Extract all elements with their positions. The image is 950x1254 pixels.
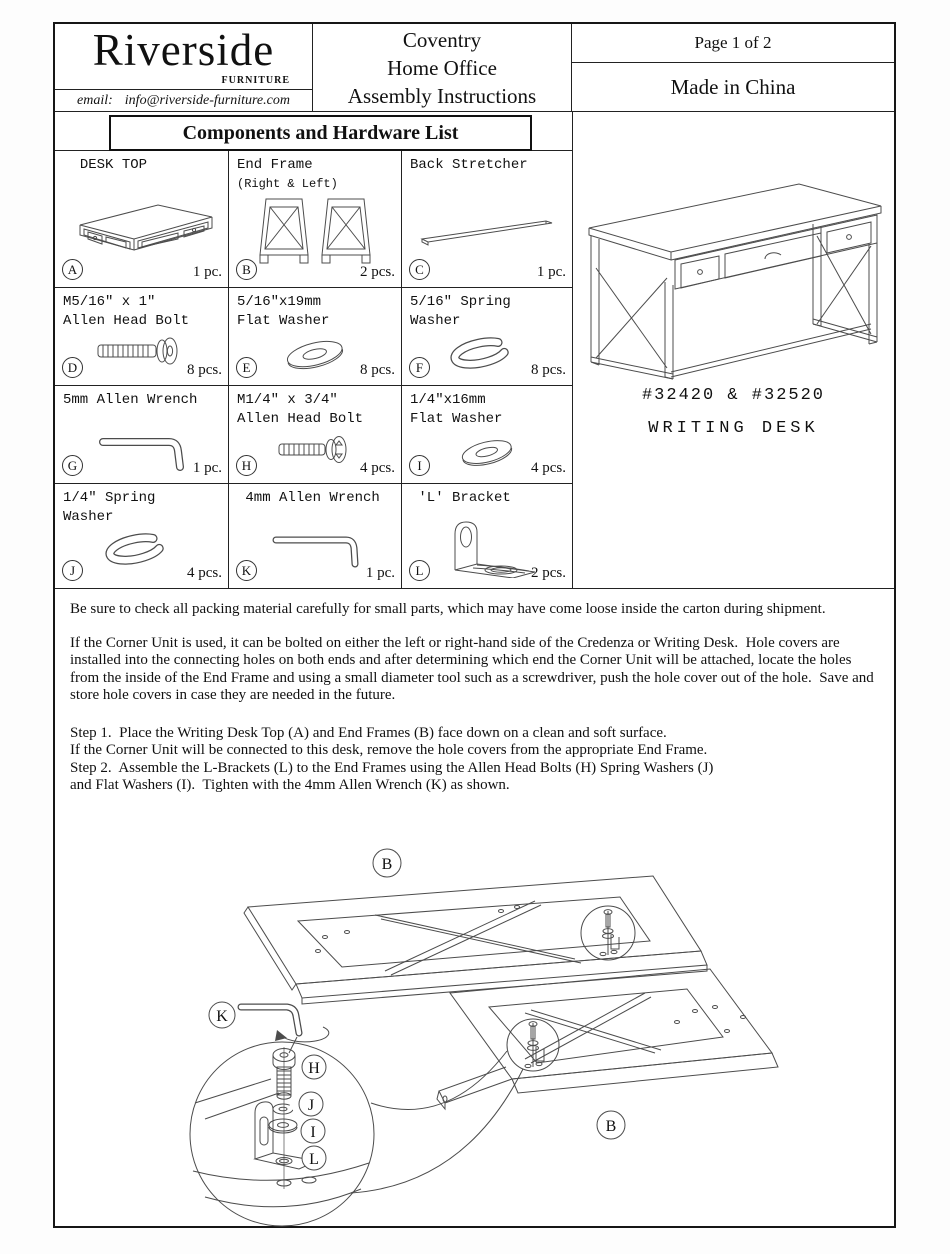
corner-unit-note: If the Corner Unit is used, it can be bolted on either the left or right-hand side of the Credenza or Writing Desk. Hole covers are installed into the connecting holes on both ends and after determining which end the Corner Unit will be attached, locate the holes from the inside of the End Frame and using a small diameter tool such as a screwdriver, push the hole cover out of the hole. Save and store hole covers in case they are needed in the future. — [70, 634, 878, 703]
document-title-cell — [313, 24, 572, 111]
component-cell-e — [229, 288, 402, 386]
part-name-2: Allen Head Bolt — [63, 313, 190, 329]
part-letter-badge: C — [409, 259, 430, 280]
brand-cell — [55, 24, 313, 111]
spring-washer-drawing — [97, 528, 187, 570]
title-line-2: Home Office — [387, 56, 497, 80]
part-name: 1/4″x16mm — [410, 392, 486, 408]
part-letter-badge: G — [62, 455, 83, 476]
desk-top-drawing — [66, 197, 218, 263]
part-name-2: Washer — [410, 313, 461, 329]
instructions-body — [55, 589, 894, 1228]
component-cell-j — [55, 484, 229, 588]
title-line-1: Coventry — [402, 28, 482, 52]
assembly-diagram — [55, 841, 896, 1227]
step-2-line-1: Step 2. Assemble the L-Brackets (L) to the End Frames using the Allen Head Bolts (H) Spring Washers (J) — [70, 759, 714, 776]
part-quantity: 1 pc. — [192, 264, 222, 280]
part-letter-badge: H — [236, 455, 257, 476]
part-name: Back Stretcher — [410, 157, 528, 173]
components-section — [55, 112, 894, 589]
part-letter-badge: I — [409, 455, 430, 476]
part-name-2: Flat Washer — [237, 313, 330, 329]
component-cell-l — [402, 484, 572, 588]
brand-name: Riverside — [92, 25, 275, 75]
part-name: 5/16″x19mm — [237, 294, 322, 310]
title-line-3: Assembly Instructions — [347, 84, 537, 108]
origin-label: Made in China — [670, 74, 796, 99]
part-quantity: 1 pc. — [365, 565, 395, 581]
end-frame-top-drawing — [244, 876, 707, 1004]
part-quantity: 8 pcs. — [187, 362, 222, 378]
brand-box — [55, 24, 312, 89]
instruction-sheet — [53, 22, 896, 1228]
step-1-line-1: Step 1. Place the Writing Desk Top (A) and End Frames (B) face down on a clean and soft surface. — [70, 724, 667, 741]
step-1-line-2: If the Corner Unit will be connected to this desk, remove the hole covers from the appropriate End Frame. — [70, 742, 708, 758]
part-letter-badge: L — [409, 560, 430, 581]
product-panel — [573, 112, 894, 588]
part-quantity: 4 pcs. — [531, 460, 566, 476]
page-number: Page 1 of 2 — [572, 24, 894, 63]
end-frames-drawing — [252, 195, 378, 267]
part-letter-badge: E — [236, 357, 257, 378]
allen-head-bolt-drawing — [259, 430, 371, 470]
components-title: Components and Hardware List — [109, 115, 532, 151]
part-name: 5mm Allen Wrench — [63, 392, 198, 408]
part-name: M5/16″ x 1″ — [63, 294, 156, 310]
part-quantity: 8 pcs. — [531, 362, 566, 378]
label-l-text: L — [309, 1151, 319, 1168]
part-quantity: 4 pcs. — [187, 565, 222, 581]
part-name: 'L' Bracket — [418, 490, 511, 506]
part-quantity: 1 pc. — [536, 264, 566, 280]
label-b-bottom-text: B — [605, 1118, 617, 1135]
component-cell-k — [229, 484, 402, 588]
component-cell-h — [229, 386, 402, 484]
email-address: info@riverside-furniture.com — [124, 92, 290, 108]
component-cell-b — [229, 151, 402, 288]
part-letter-badge: F — [409, 357, 430, 378]
part-quantity: 4 pcs. — [360, 460, 395, 476]
flat-washer-drawing — [445, 434, 529, 472]
part-name: 4mm Allen Wrench — [245, 490, 380, 506]
component-cell-g — [55, 386, 229, 484]
part-quantity: 1 pc. — [192, 460, 222, 476]
components-grid — [55, 150, 572, 588]
part-name: 5/16″ Spring — [410, 294, 511, 310]
packing-note: Be sure to check all packing material carefully for small parts, which may have come loose inside the carton during shipment. — [70, 601, 826, 617]
writing-desk-drawing — [581, 172, 889, 384]
part-letter-badge: K — [236, 560, 257, 581]
label-k-text: K — [216, 1008, 228, 1025]
label-i-text: I — [310, 1124, 316, 1141]
email-label: email: — [77, 92, 113, 108]
end-frame-bottom-drawing — [437, 969, 778, 1109]
part-name: 1/4″ Spring — [63, 490, 156, 506]
component-cell-a — [55, 151, 229, 288]
flat-washer-drawing — [270, 334, 360, 376]
component-cell-f — [402, 288, 572, 386]
brand-subtitle: FURNITURE — [221, 75, 290, 86]
part-name: DESK TOP — [79, 157, 148, 173]
label-h-text: H — [308, 1060, 320, 1077]
step-2-line-2: and Flat Washers (I). Tighten with the 4mm Allen Wrench (K) as shown. — [70, 777, 510, 793]
label-b-top-text: B — [381, 856, 393, 873]
header-right-cell — [572, 24, 894, 111]
steps-block — [70, 725, 880, 795]
label-j-text: J — [307, 1097, 315, 1114]
part-quantity: 2 pcs. — [531, 565, 566, 581]
part-name-2: Allen Head Bolt — [237, 411, 364, 427]
part-letter-badge: A — [62, 259, 83, 280]
component-cell-d — [55, 288, 229, 386]
components-list — [55, 112, 573, 588]
leader-curve-2 — [351, 1069, 523, 1193]
detail-circle-top — [581, 906, 635, 960]
header — [55, 24, 894, 112]
product-name: WRITING DESK — [648, 419, 819, 438]
model-numbers: #32420 & #32520 — [641, 386, 826, 405]
part-name-2: (Right & Left) — [237, 177, 338, 191]
part-name: End Frame — [237, 157, 313, 173]
l-bracket-drawing — [429, 512, 545, 578]
spring-washer-drawing — [442, 332, 532, 374]
part-letter-badge: B — [236, 259, 257, 280]
component-cell-c — [402, 151, 572, 288]
allen-wrench-drawing — [260, 524, 370, 576]
part-name: M1/4″ x 3/4″ — [237, 392, 338, 408]
allen-head-bolt-drawing — [86, 332, 198, 372]
email-row — [55, 89, 312, 111]
part-quantity: 8 pcs. — [360, 362, 395, 378]
part-letter-badge: D — [62, 357, 83, 378]
back-stretcher-drawing — [414, 213, 560, 247]
part-name-2: Washer — [63, 509, 114, 525]
component-cell-i — [402, 386, 572, 484]
part-letter-badge: J — [62, 560, 83, 581]
product-id-block — [573, 386, 894, 438]
allen-wrench-drawing — [87, 424, 197, 476]
magnified-assembly-detail — [190, 1042, 374, 1226]
part-name-2: Flat Washer — [410, 411, 503, 427]
part-quantity: 2 pcs. — [360, 264, 395, 280]
